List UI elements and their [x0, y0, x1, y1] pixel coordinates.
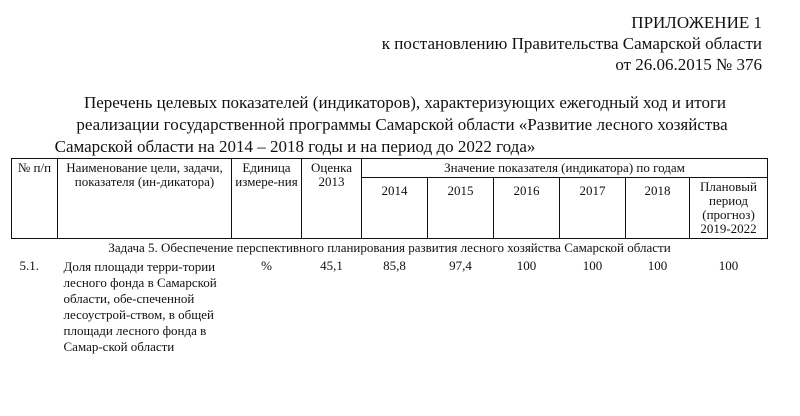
header-unit: Единица измере-ния: [232, 159, 302, 239]
indicators-table: [11, 158, 768, 357]
header-year-2014: 2014: [362, 178, 428, 239]
appendix-header: [382, 12, 762, 75]
appendix-date: от 26.06.2015 № 376: [615, 55, 762, 74]
header-name: Наименование цели, задачи, показателя (ин-дикатора): [58, 159, 232, 239]
header-year-2018: 2018: [626, 178, 690, 239]
document-title: [0, 92, 800, 158]
title-line-1: Перечень целевых показателей (индикаторов), характеризующих ежегодный ход и итоги: [83, 93, 727, 112]
row-value-2016: 100: [516, 258, 537, 273]
row-estimate: 45,1: [320, 258, 343, 273]
header-year-2015: 2015: [428, 178, 494, 239]
row-value-plan: 100: [718, 258, 739, 273]
appendix-title: ПРИЛОЖЕНИЕ 1: [631, 13, 762, 32]
row-value-2018: 100: [647, 258, 668, 273]
appendix-reference: к постановлению Правительства Самарской области: [381, 34, 762, 53]
header-plan-period: Плановый период (прогноз) 2019-2022: [690, 178, 768, 239]
header-estimate: Оценка 2013: [302, 159, 362, 239]
row-value-2017: 100: [582, 258, 603, 273]
header-values-group: Значение показателя (индикатора) по годам: [362, 159, 768, 178]
row-value-2014: 85,8: [383, 258, 406, 273]
table-row: [12, 257, 768, 357]
row-value-2015: 97,4: [449, 258, 472, 273]
header-year-2017: 2017: [560, 178, 626, 239]
task-row: [12, 239, 768, 258]
header-year-2016: 2016: [494, 178, 560, 239]
header-num: № п/п: [12, 159, 58, 239]
row-unit: %: [261, 258, 272, 273]
task-title: Задача 5. Обеспечение перспективного планирования развития лесного хозяйства Самарской области: [108, 240, 671, 255]
title-line-3: Самарской области на 2014 – 2018 годы и на период до 2022 года»: [54, 137, 536, 156]
title-line-2: реализации государственной программы Самарской области «Развитие лесного хозяйства: [76, 115, 728, 134]
row-name: Доля площади терри-тории лесного фонда в Самарской области, обе-спеченной лесоустрой-ством, в общей площади лесного фонда в Самар-ской области: [63, 259, 217, 354]
row-num: 5.1.: [19, 258, 39, 273]
